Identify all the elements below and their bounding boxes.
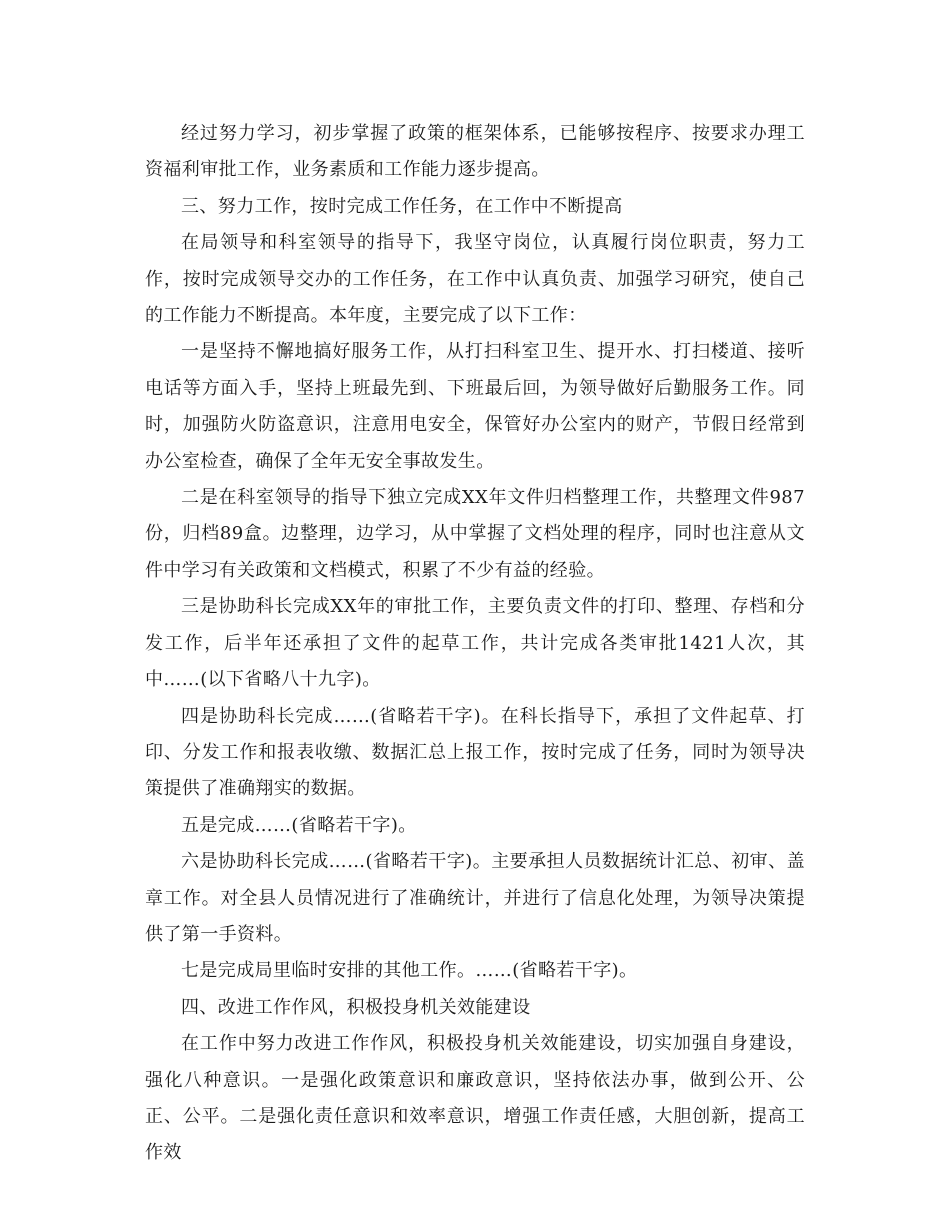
paragraph-item-one: 一是坚持不懈地搞好服务工作，从打扫科室卫生、提开水、打扫楼道、接听电话等方面入手，坚持上班最先到、下班最后回，为领导做好后勤服务工作。同时，加强防火防盗意识，注意用电安全，保管好办公室内的财产，节假日经常到办公室检查，确保了全年无安全事故发生。 xyxy=(145,341,805,472)
paragraph-item-three: 三是协助科长完成XX年的审批工作，主要负责文件的打印、整理、存档和分发工作，后半年还承担了文件的起草工作，共计完成各类审批1421人次，其中……(以下省略八十九字)。 xyxy=(145,596,805,691)
paragraph-item-four: 四是协助科长完成……(省略若干字)。在科长指导下，承担了文件起草、打印、分发工作和报表收缴、数据汇总上报工作，按时完成了任务，同时为领导决策提供了准确翔实的数据。 xyxy=(145,705,805,800)
document-body xyxy=(145,116,805,1172)
paragraph-work-style: 在工作中努力改进工作作风，积极投身机关效能建设，切实加强自身建设，强化八种意识。一是强化政策意识和廉政意识，坚持依法办事，做到公开、公正、公平。二是强化责任意识和效率意识，增强工作责任感，大胆创新，提高工作效 xyxy=(145,1033,805,1164)
paragraph-item-two: 二是在科室领导的指导下独立完成XX年文件归档整理工作，共整理文件987份，归档89盒。边整理，边学习，从中掌握了文档处理的程序，同时也注意从文件中学习有关政策和文档模式，积累了不少有益的经验。 xyxy=(145,487,805,581)
paragraph-study-summary: 经过努力学习，初步掌握了政策的框架体系，已能够按程序、按要求办理工资福利审批工作，业务素质和工作能力逐步提高。 xyxy=(145,123,805,181)
paragraph-item-seven: 七是完成局里临时安排的其他工作。……(省略若干字)。 xyxy=(181,960,638,982)
paragraph-item-six: 六是协助科长完成……(省略若干字)。主要承担人员数据统计汇总、初审、盖章工作。对全县人员情况进行了准确统计，并进行了信息化处理，为领导决策提供了第一手资料。 xyxy=(145,851,805,945)
section-heading-four: 四、改进工作作风，积极投身机关效能建设 xyxy=(181,996,531,1018)
paragraph-duties-intro: 在局领导和科室领导的指导下，我坚守岗位，认真履行岗位职责，努力工作，按时完成领导交办的工作任务，在工作中认真负责、加强学习研究，使自己的工作能力不断提高。本年度，主要完成了以下工作： xyxy=(145,232,805,327)
paragraph-item-five: 五是完成……(省略若干字)。 xyxy=(181,814,417,836)
section-heading-three: 三、努力工作，按时完成工作任务，在工作中不断提高 xyxy=(181,195,623,217)
